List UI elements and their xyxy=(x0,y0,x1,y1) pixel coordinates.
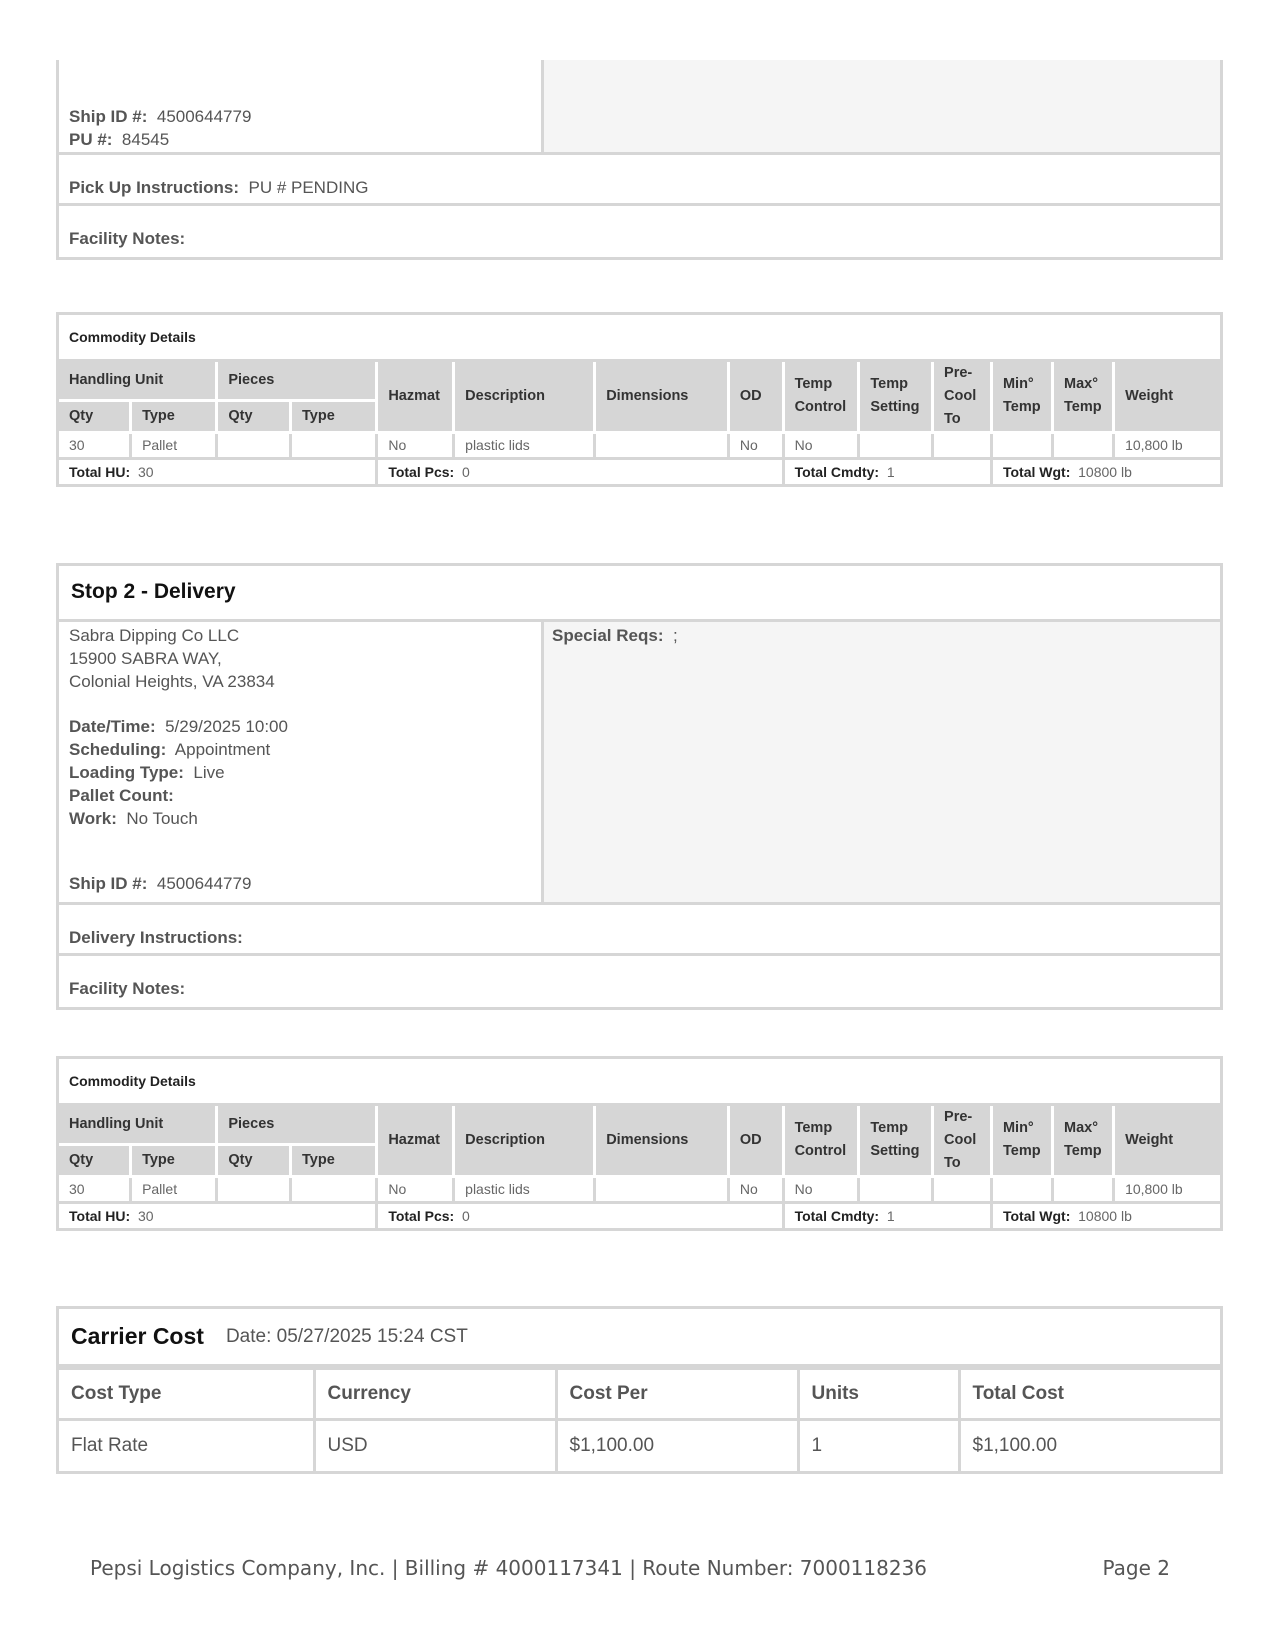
stop2-address1: 15900 SABRA WAY, xyxy=(69,649,222,668)
commodity-title: Commodity Details xyxy=(59,1059,1220,1104)
stop2-datetime: Date/Time: 5/29/2025 10:00 xyxy=(69,717,288,736)
hdr-pre-cool: Pre- Cool To xyxy=(933,360,992,432)
total-cmdty: Total Cmdty: 1 xyxy=(783,1202,991,1228)
cc-hdr-total-cost: Total Cost xyxy=(959,1369,1220,1420)
stop2-title: Stop 2 - Delivery xyxy=(71,580,236,603)
hdr-min-temp: Min° Temp xyxy=(991,1104,1052,1176)
commodity-title: Commodity Details xyxy=(59,315,1220,360)
stop2-scheduling: Scheduling: Appointment xyxy=(69,740,271,759)
hdr-hazmat: Hazmat xyxy=(377,1104,454,1176)
stop2-section xyxy=(56,563,1223,1010)
totals-row xyxy=(59,458,1220,484)
delivery-instructions: Delivery Instructions: xyxy=(59,905,1220,956)
stop2-company: Sabra Dipping Co LLC xyxy=(69,626,240,645)
hdr-pieces: Pieces xyxy=(217,1104,377,1144)
cc-hdr-cost-per: Cost Per xyxy=(556,1369,798,1420)
hdr-handling-unit: Handling Unit xyxy=(59,1104,217,1144)
pickup-instructions: Pick Up Instructions: PU # PENDING xyxy=(59,155,1220,206)
hdr-dimensions: Dimensions xyxy=(595,360,729,432)
total-wgt: Total Wgt: 10800 lb xyxy=(991,458,1220,484)
table-row: 30 Pallet No plastic lids No No 10,800 lb xyxy=(59,432,1220,458)
commodity-details-2 xyxy=(56,1056,1223,1231)
hdr-pieces: Pieces xyxy=(217,360,377,400)
table-row: Flat Rate USD $1,100.00 1 $1,100.00 xyxy=(59,1420,1220,1471)
cc-hdr-currency: Currency xyxy=(314,1369,556,1420)
hdr-pc-type: Type xyxy=(291,1144,377,1176)
hdr-temp-setting: Temp Setting xyxy=(859,360,933,432)
stop2-facility-notes: Facility Notes: xyxy=(69,979,186,998)
ship-id-line: Ship ID #: 4500644779 xyxy=(69,107,252,126)
pu-line: PU #: 84545 xyxy=(69,130,170,149)
hdr-od: OD xyxy=(728,360,783,432)
carrier-cost-title: Carrier Cost xyxy=(71,1323,204,1349)
carrier-cost-section xyxy=(56,1306,1223,1474)
page-number: Page 2 xyxy=(1102,1556,1170,1580)
hdr-od: OD xyxy=(728,1104,783,1176)
hdr-hazmat: Hazmat xyxy=(377,360,454,432)
hdr-pre-cool: Pre- Cool To xyxy=(933,1104,992,1176)
total-hu: Total HU: 30 xyxy=(59,1202,377,1228)
hdr-pc-qty: Qty xyxy=(217,1144,291,1176)
total-pcs: Total Pcs: 0 xyxy=(377,1202,783,1228)
pickup-instructions-value: PU # PENDING xyxy=(248,178,369,197)
commodity-details-1 xyxy=(56,312,1223,487)
commodity-table xyxy=(59,315,1220,484)
total-pcs: Total Pcs: 0 xyxy=(377,458,783,484)
hdr-max-temp: Max° Temp xyxy=(1053,360,1114,432)
hdr-description: Description xyxy=(454,1104,595,1176)
cc-hdr-cost-type: Cost Type xyxy=(59,1369,314,1420)
hdr-pc-qty: Qty xyxy=(217,400,291,432)
stop2-loading-type: Loading Type: Live xyxy=(69,763,225,782)
stop2-ship-id: Ship ID #: 4500644779 xyxy=(69,874,252,893)
carrier-cost-table xyxy=(59,1367,1220,1471)
hdr-hu-qty: Qty xyxy=(59,1144,131,1176)
hdr-max-temp: Max° Temp xyxy=(1053,1104,1114,1176)
hdr-temp-control: Temp Control xyxy=(783,360,859,432)
hdr-dimensions: Dimensions xyxy=(595,1104,729,1176)
hdr-weight: Weight xyxy=(1114,360,1220,432)
pu-value: 84545 xyxy=(121,130,170,149)
carrier-cost-date: Date: 05/27/2025 15:24 CST xyxy=(225,1325,468,1347)
ship-id-value: 4500644779 xyxy=(156,107,252,126)
totals-row xyxy=(59,1202,1220,1228)
total-hu: Total HU: 30 xyxy=(59,458,377,484)
commodity-table xyxy=(59,1059,1220,1228)
stop2-pallet-count: Pallet Count: xyxy=(69,786,174,805)
hdr-weight: Weight xyxy=(1114,1104,1220,1176)
hdr-description: Description xyxy=(454,360,595,432)
hdr-hu-type: Type xyxy=(131,400,217,432)
page-footer xyxy=(90,1556,1170,1580)
total-wgt: Total Wgt: 10800 lb xyxy=(991,1202,1220,1228)
hdr-handling-unit: Handling Unit xyxy=(59,360,217,400)
table-row: 30 Pallet No plastic lids No No 10,800 lb xyxy=(59,1176,1220,1202)
hdr-temp-control: Temp Control xyxy=(783,1104,859,1176)
footer-company: Pepsi Logistics Company, Inc. | Billing # 4000117341 | Route Number: 7000118236 xyxy=(90,1556,928,1580)
hdr-pc-type: Type xyxy=(291,400,377,432)
stop2-work: Work: No Touch xyxy=(69,809,198,828)
facility-notes: Facility Notes: xyxy=(69,229,186,248)
total-cmdty: Total Cmdty: 1 xyxy=(783,458,991,484)
cc-hdr-units: Units xyxy=(798,1369,959,1420)
hdr-min-temp: Min° Temp xyxy=(991,360,1052,432)
hdr-hu-type: Type xyxy=(131,1144,217,1176)
stop1-right-panel xyxy=(544,60,1220,152)
hdr-hu-qty: Qty xyxy=(59,400,131,432)
stop2-address2: Colonial Heights, VA 23834 xyxy=(69,672,275,691)
special-reqs: Special Reqs: ; xyxy=(544,622,1220,902)
hdr-temp-setting: Temp Setting xyxy=(859,1104,933,1176)
stop1-section xyxy=(56,60,1223,260)
